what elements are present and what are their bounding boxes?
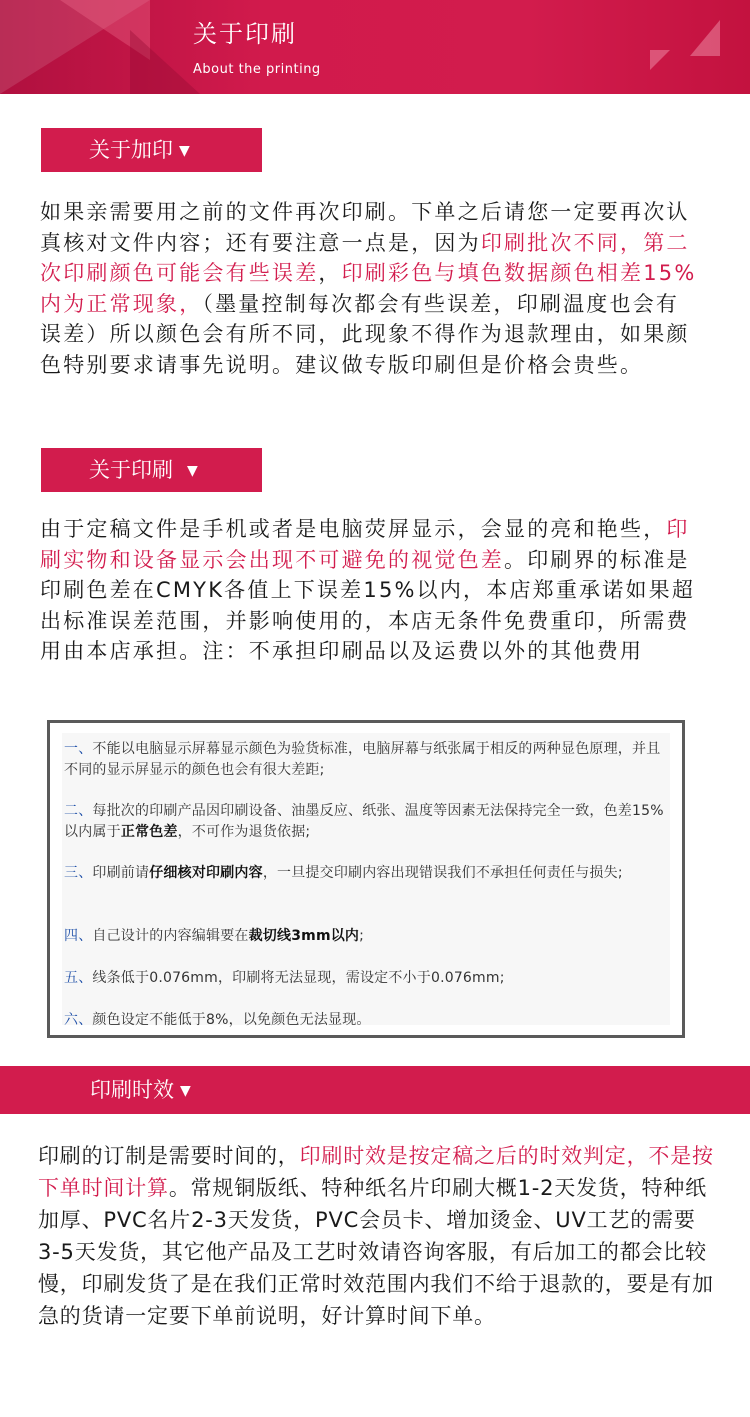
notice-number: 一、 [64, 741, 93, 757]
notice-number: 二、 [64, 803, 93, 819]
notice-number: 六、 [64, 1012, 93, 1028]
notice-text: ，一旦提交印刷内容出现错误我们不承担任何责任与损失; [262, 865, 623, 881]
highlight-text: 印刷时效是按定稿之后的时效判定，不是按下单时间计算 [38, 1144, 714, 1200]
highlight-text: 印刷实物和设备显示会出现不可避免的视觉色差 [40, 517, 690, 572]
banner-subtitle: About the printing [193, 62, 321, 77]
notice-item [64, 968, 674, 989]
triangle-down-icon: ▼ [179, 143, 190, 159]
notice-emphasis: 仔细核对印刷内容 [149, 865, 263, 881]
triangle-down-icon: ▼ [187, 463, 198, 479]
notice-number: 四、 [64, 928, 93, 944]
notice-text: 自己设计的内容编辑要在 [92, 928, 249, 944]
body-text: 如果亲需要用之前的文件再次印刷。下单之后请您一定要再次认真核对文件内容；还有要注意一点是，因为 [40, 200, 690, 255]
notice-text: 线条低于0.076mm，印刷将无法显现，需设定不小于0.076mm; [92, 970, 505, 986]
section-tag-timing [90, 1071, 191, 1112]
body-text: 。常规铜版纸、特种纸名片印刷大概1-2天发货，特种纸加厚、PVC名片2-3天发货，PVC会员卡、增加烫金、UV工艺的需要3-5天发货，其它他产品及工艺时效请咨询客服，有后加工的都会比较慢，印刷发货了是在我们正常时效范围内我们不给于退款的，要是有加急的货请一定要下单前说明，好计算时间下单。 [38, 1176, 714, 1328]
notice-item [64, 1010, 674, 1031]
body-text: （墨量控制每次都会有些误差，印刷温度也会有误差）所以颜色会有所不同，此现象不得作为退款理由，如果颜色特别要求请事先说明。建议做专版印刷但是价格会贵些。 [40, 291, 690, 377]
decor-triangle [690, 20, 720, 56]
timing-paragraph [38, 1140, 718, 1332]
notice-text: 印刷前请 [92, 865, 150, 881]
body-text: 。印刷界的标准是印刷色差在CMYK各值上下误差15%以内，本店郑重承诺如果超出标准误差范围，并影响使用的，本店无条件免费重印，所需费用由本店承担。注：不承担印刷品以及运费以外的其他费用 [40, 547, 696, 663]
notice-text: ; [359, 928, 365, 944]
header-banner [0, 0, 750, 94]
highlight-text: 印刷彩色与填色数据颜色相差15%内为正常现象， [40, 261, 697, 316]
decor-triangle [650, 50, 670, 70]
notice-item [64, 863, 674, 884]
notice-text: 不能以电脑显示屏幕显示颜色为验货标准，电脑屏幕与纸张属于相反的两种显色原理，并且不同的显示屏显示的颜色也会有很大差距; [64, 741, 661, 778]
banner-title: 关于印刷 [193, 20, 297, 48]
section-tag-printing [41, 448, 262, 492]
body-text: 由于定稿文件是手机或者是电脑荧屏显示，会显的亮和艳些， [40, 517, 667, 541]
notice-number: 五、 [64, 970, 93, 986]
notice-item [64, 801, 674, 843]
notice-emphasis: 裁切线3mm以内 [248, 928, 360, 944]
notice-number: 三、 [64, 865, 93, 881]
notice-text: 颜色设定不能低于8%，以免颜色无法显现。 [92, 1012, 371, 1028]
triangle-down-icon: ▼ [180, 1083, 191, 1099]
section-tag-label: 印刷时效 [90, 1078, 174, 1102]
highlight-text: 印刷批次不同，第二次印刷颜色可能会有些误差 [40, 230, 690, 285]
notice-emphasis: 正常色差 [120, 824, 178, 840]
decor-triangle [130, 30, 200, 94]
section-tag-reprint [41, 128, 262, 172]
body-text: ， [318, 261, 342, 285]
reprint-paragraph [40, 197, 700, 380]
notice-item [64, 739, 674, 781]
body-text: 印刷的订制是需要时间的， [38, 1144, 300, 1168]
notice-box [47, 720, 685, 1038]
printing-paragraph [40, 514, 700, 667]
section-tag-label: 关于加印 [89, 138, 173, 162]
notice-text: 每批次的印刷产品因印刷设备、油墨反应、纸张、温度等因素无法保持完全一致，色差15%以内属于 [64, 803, 664, 840]
notice-text: ，不可作为退货依据; [177, 824, 311, 840]
notice-item [64, 926, 674, 947]
section-tag-label: 关于印刷 [89, 458, 173, 482]
